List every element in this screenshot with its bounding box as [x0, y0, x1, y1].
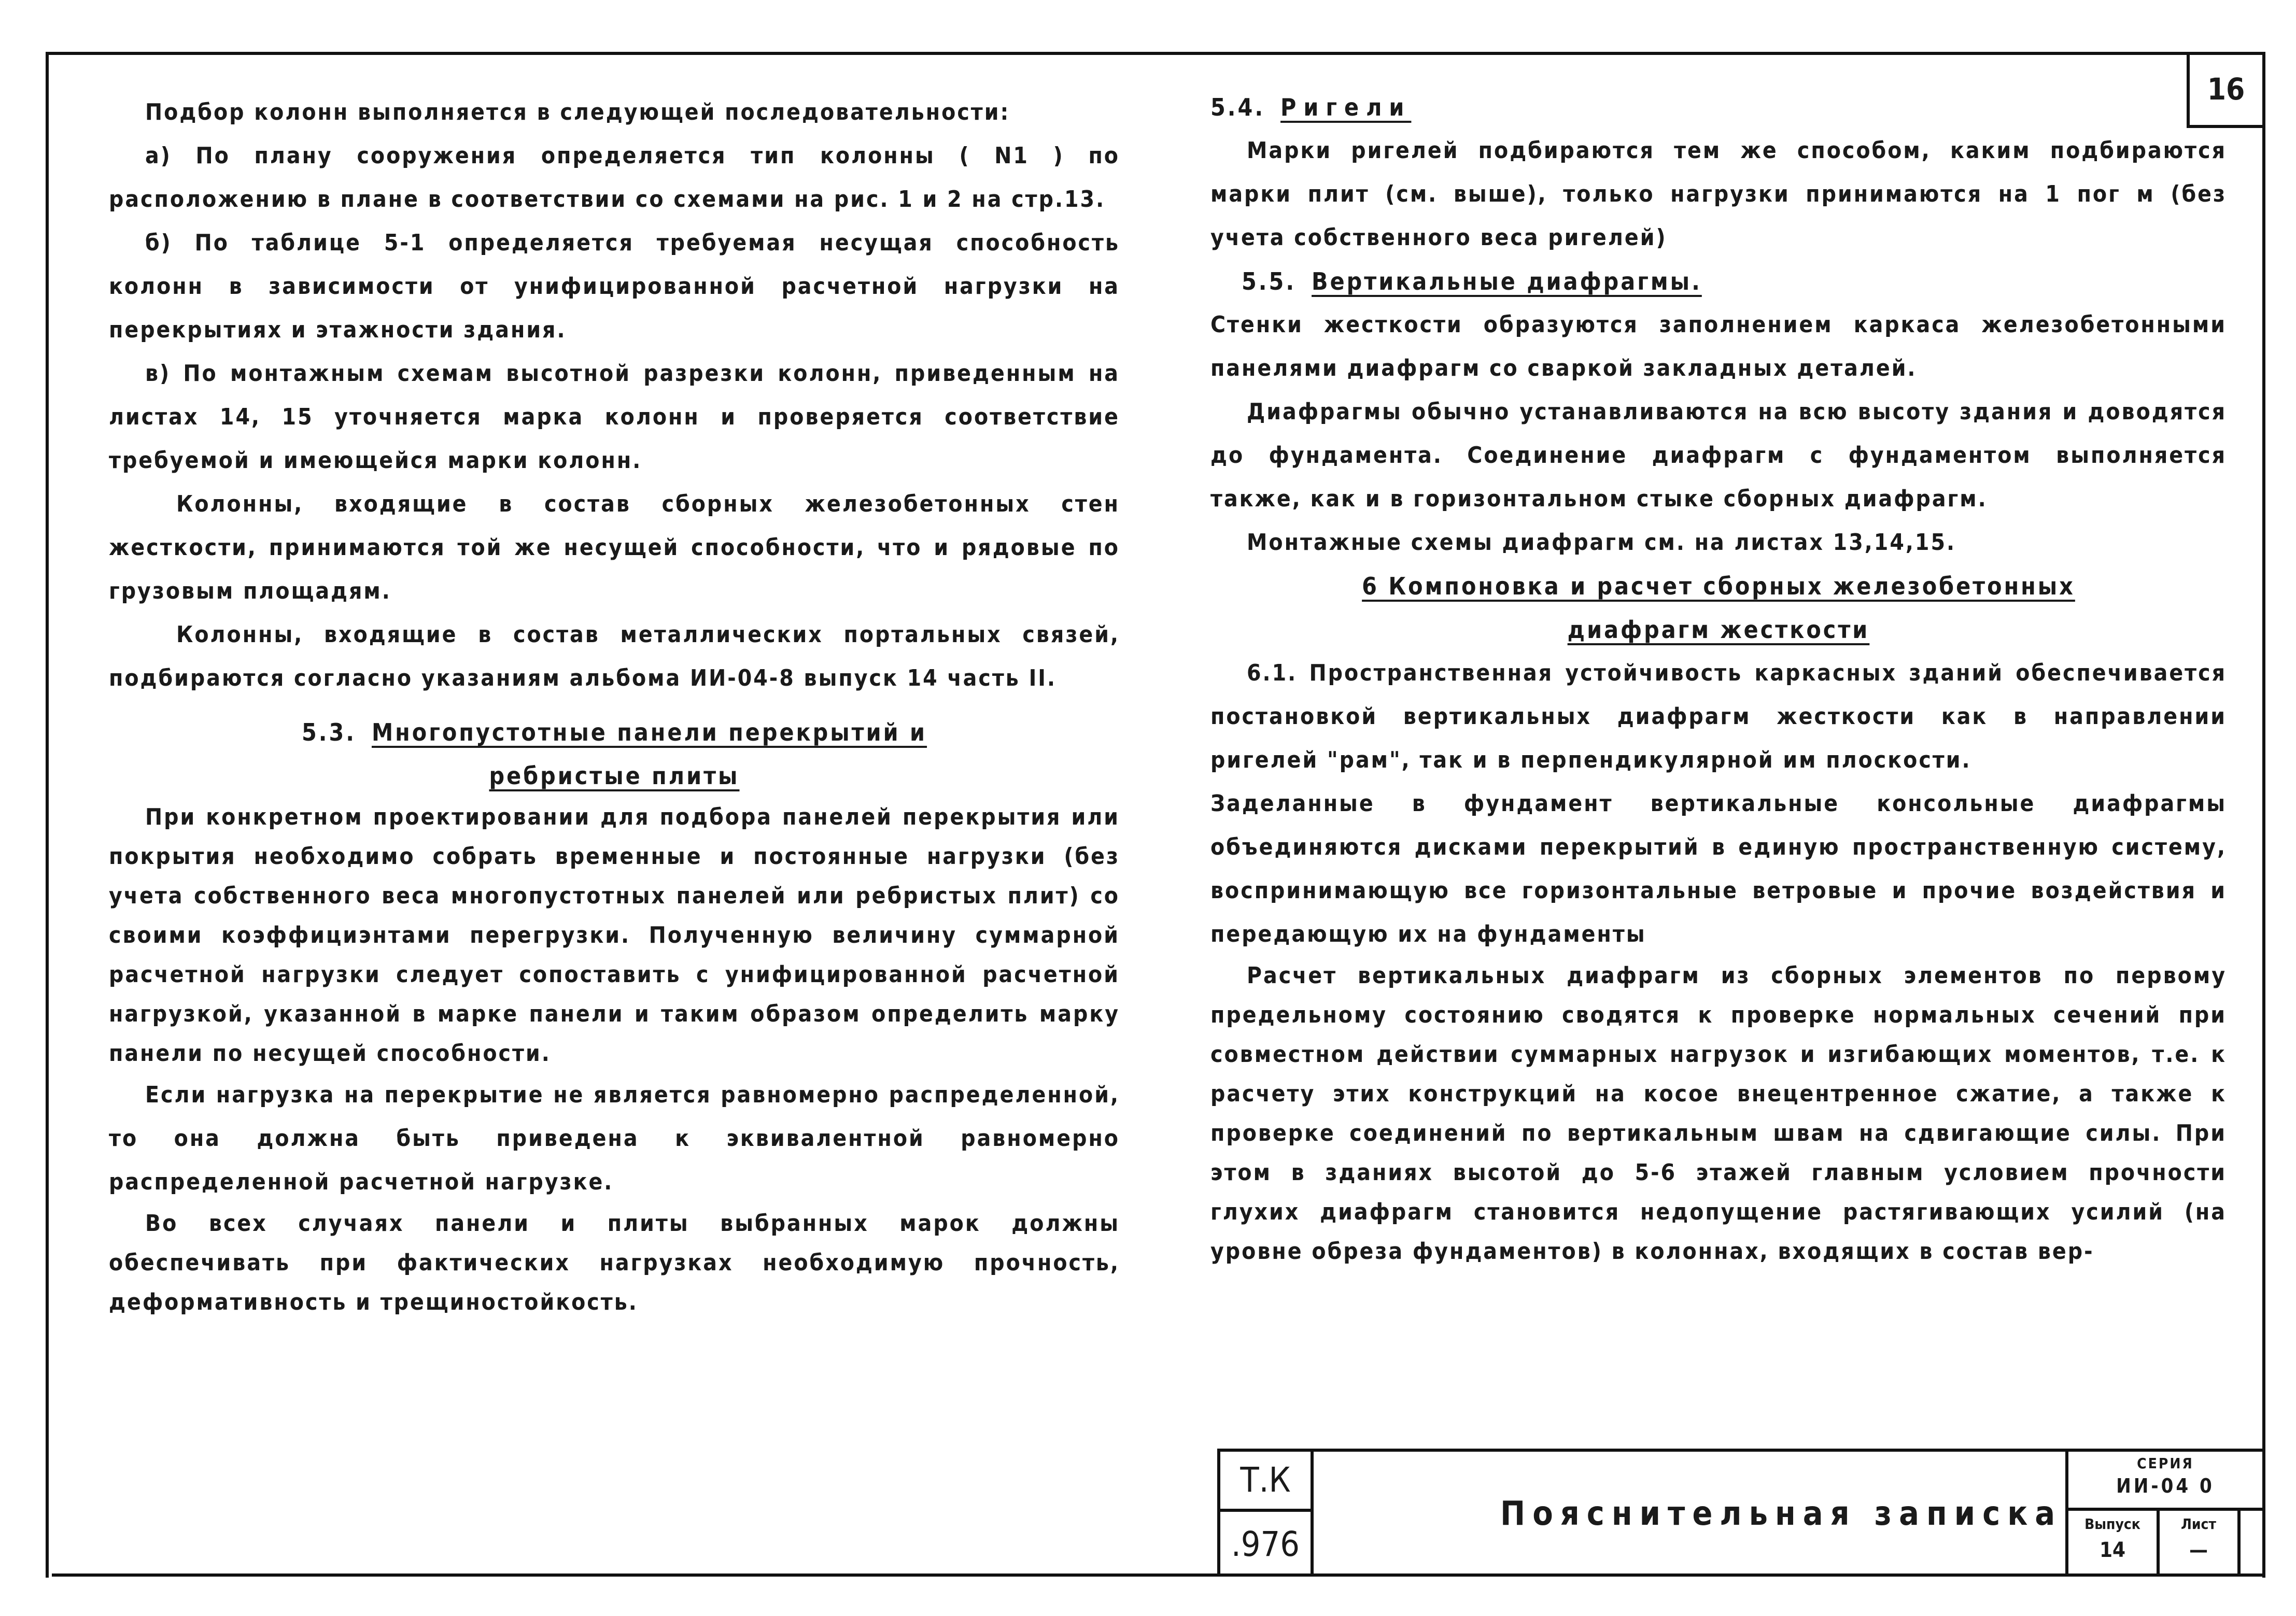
section-5-3-title-line1: Многопустотные панели перекрытий и [371, 718, 927, 746]
left-paragraph-3: б) По таблице 5-1 определяется требуемая несущая способность колонн в зависимости от унифицированной расчетной нагрузки на перекрытиях и этажности здания. [109, 230, 1120, 343]
stamp-sheet-value: — [2189, 1538, 2208, 1562]
section-5-5-title: Вертикальные диафрагмы. [1312, 267, 1702, 295]
stamp-issue-cell [2068, 1511, 2160, 1574]
stamp-issue-label: Выпуск [2084, 1515, 2140, 1533]
section-6-heading [1210, 564, 2227, 608]
stamp-series-block [2065, 1452, 2265, 1574]
section-6-title-line2: диафрагм жесткости [1567, 616, 1870, 644]
title-block-stamp [1217, 1449, 2262, 1577]
section-5-4-number: 5.4. [1210, 93, 1265, 121]
section-5-4-heading [1210, 86, 2227, 129]
section-5-3-number: 5.3. [301, 718, 356, 746]
right-paragraph-4: Монтажные схемы диафрагм см. на листах 13,14,15. [1247, 529, 1956, 556]
right-paragraph-3: Диафрагмы обычно устанавливаются на всю высоту здания и доводятся до фундамента. Соединение диафрагм с фундаментом выполняется также, как и в горизонтальном стыке сборных диафрагм. [1210, 399, 2227, 512]
right-paragraph-6: Заделанные в фундамент вертикальные консольные диафрагмы объединяются дисками перекрытий в единую пространственную систему, воспринимающую все горизонтальные ветровые и прочие воздействия и передающую их на фундаменты [1210, 790, 2227, 947]
right-paragraph-1: Марки ригелей подбираются тем же способом, каким подбираются марки плит (см. выше), только нагрузки принимаются на 1 пог м (без учета собственного веса ригелей) [1210, 137, 2227, 251]
right-paragraph-7: Расчет вертикальных диафрагм из сборных элементов по первому предельному состоянию сводятся к проверке нормальных сечений при совместном действии суммарных нагрузок и изгибающих моментов, т.е. к расчету этих конструкций на косое внецентренное сжатие, а также к проверке соединений по вертикальным швам на сдвигающие силы. При этом в зданиях высотой до 5-6 этажей главным условием прочности глухих диафрагм становится недопущение растягивающих усилий (на уровне обреза фундаментов) в колоннах, входящих в состав вер- [1210, 962, 2227, 1265]
section-6-heading-line2 [1210, 608, 2227, 651]
stamp-doc-bottom: .976 [1231, 1524, 1300, 1564]
section-5-3-heading [109, 711, 1120, 754]
stamp-title: Пояснительная записка [1500, 1495, 2063, 1533]
section-5-3-title-line2: ребристые плиты [489, 762, 740, 790]
stamp-series-value: ИИ-04 0 [2116, 1475, 2215, 1497]
left-paragraph-1: Подбор колонн выполняется в следующей последовательности: [145, 99, 1010, 125]
stamp-issue-value: 14 [2099, 1538, 2126, 1562]
left-paragraph-6: Колонны, входящие в состав металлических портальных связей, подбираются согласно указаниям альбома ИИ-04-8 выпуск 14 часть II. [109, 621, 1120, 691]
left-column [109, 91, 1120, 1322]
section-6-title-line1: 6 Компоновка и расчет сборных железобетонных [1362, 572, 2075, 600]
left-paragraph-7: При конкретном проектировании для подбора панелей перекрытия или покрытия необходимо собрать временные и постоянные нагрузки (без учета собственного веса многопустотных панелей или ребристых плит) со своими коэффициэнтами перегрузки. Полученную величину суммарной расчетной нагрузки следует сопоставить с унифицированной расчетной нагрузкой, указанной в марке панели и таким образом определить марку панели по несущей способности. [109, 804, 1120, 1067]
left-paragraph-8: Если нагрузка на перекрытие не является равномерно распределенной, то она должна быть приведена к эквивалентной равномерно распределенной расчетной нагрузке. [109, 1082, 1120, 1195]
section-5-3-heading-line2 [109, 754, 1120, 798]
section-5-5-heading [1210, 260, 2227, 303]
section-5-4-title: Ригели [1280, 93, 1412, 121]
stamp-doc-top: Т.К [1220, 1452, 1311, 1512]
right-paragraph-2: Стенки жесткости образуются заполнением каркаса железобетонными панелями диафрагм со сваркой закладных деталей. [1210, 311, 2227, 381]
section-5-5-number: 5.5. [1242, 267, 1297, 295]
stamp-sheet-cell [2160, 1511, 2241, 1574]
stamp-series-row [2068, 1452, 2262, 1511]
stamp-sheet-label: Лист [2180, 1515, 2217, 1533]
stamp-issue-row [2068, 1511, 2262, 1574]
left-paragraph-5: Колонны, входящие в состав сборных железобетонных стен жесткости, принимаются той же несущей способности, что и рядовые по грузовым площадям. [109, 491, 1120, 604]
left-paragraph-4: в) По монтажным схемам высотной разрезки колонн, приведенным на листах 14, 15 уточняется марка колонн и проверяется соответствие требуемой и имеющейся марки колонн. [109, 360, 1120, 474]
left-paragraph-9: Во всех случаях панели и плиты выбранных марок должны обеспечивать при фактических нагрузках необходимую прочность, деформативность и трещиностойкость. [109, 1210, 1120, 1315]
page-number: 16 [2187, 53, 2262, 128]
right-column [1210, 86, 2227, 1271]
stamp-series-label: СЕРИЯ [2137, 1455, 2194, 1472]
right-paragraph-5: 6.1. Пространственная устойчивость каркасных зданий обеспечивается постановкой вертикальных диафрагм жесткости как в направлении ригелей "рам", так и в перпендикулярной им плоскости. [1210, 660, 2227, 773]
left-paragraph-2: а) По плану сооружения определяется тип колонны ( N1 ) по расположению в плане в соответствии со схемами на рис. 1 и 2 на стр.13. [109, 143, 1120, 212]
stamp-document-code [1220, 1452, 1314, 1574]
